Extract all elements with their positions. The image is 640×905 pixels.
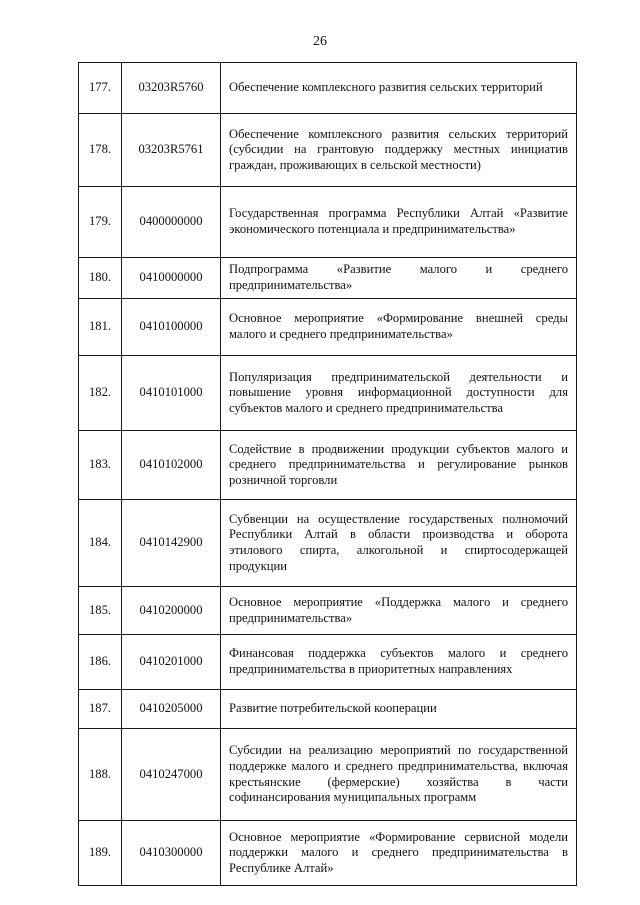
row-number-cell: 182. — [79, 356, 122, 431]
row-number-cell: 177. — [79, 63, 122, 114]
description-cell: Субсидии на реализацию мероприятий по государственной поддержке малого и среднего предпринимательства, включая крестьянские (фермерские) хозяйства в части софинансирования муниципальных программ — [221, 729, 577, 821]
description-cell: Субвенции на осуществление государственых полномочий Республики Алтай в области производства и оборота этилового спирта, алкогольной и спиртосодержащей продукции — [221, 500, 577, 587]
row-number-cell: 188. — [79, 729, 122, 821]
code-cell: 0410142900 — [122, 500, 221, 587]
row-number-cell: 179. — [79, 187, 122, 258]
table-row — [79, 635, 577, 690]
table-row — [79, 690, 577, 729]
description-cell: Обеспечение комплексного развития сельских территорий (субсидии на грантовую поддержку местных инициатив граждан, проживающих в сельской местности) — [221, 114, 577, 187]
table-row — [79, 821, 577, 886]
description-cell: Основное мероприятие «Поддержка малого и среднего предпринимательства» — [221, 587, 577, 635]
table-row — [79, 258, 577, 299]
code-cell: 0410200000 — [122, 587, 221, 635]
description-cell: Основное мероприятие «Формирование сервисной модели поддержки малого и среднего предпринимательства в Республике Алтай» — [221, 821, 577, 886]
code-cell: 0400000000 — [122, 187, 221, 258]
budget-classification-table — [78, 62, 577, 886]
code-cell: 0410247000 — [122, 729, 221, 821]
description-cell: Обеспечение комплексного развития сельских территорий — [221, 63, 577, 114]
table-row — [79, 729, 577, 821]
table-row — [79, 187, 577, 258]
row-number-cell: 189. — [79, 821, 122, 886]
table-row — [79, 63, 577, 114]
row-number-cell: 178. — [79, 114, 122, 187]
page-number: 26 — [313, 34, 327, 49]
description-cell: Финансовая поддержка субъектов малого и среднего предпринимательства в приоритетных направлениях — [221, 635, 577, 690]
description-cell: Государственная программа Республики Алтай «Развитие экономического потенциала и предпринимательства» — [221, 187, 577, 258]
table-row — [79, 356, 577, 431]
code-cell: 0410102000 — [122, 431, 221, 500]
code-cell: 03203R5761 — [122, 114, 221, 187]
row-number-cell: 186. — [79, 635, 122, 690]
description-cell: Содействие в продвижении продукции субъектов малого и среднего предпринимательства и регулирование рынков розничной торговли — [221, 431, 577, 500]
code-cell: 0410000000 — [122, 258, 221, 299]
row-number-cell: 180. — [79, 258, 122, 299]
table-row — [79, 114, 577, 187]
table-row — [79, 299, 577, 356]
code-cell: 0410201000 — [122, 635, 221, 690]
code-cell: 0410205000 — [122, 690, 221, 729]
row-number-cell: 184. — [79, 500, 122, 587]
row-number-cell: 187. — [79, 690, 122, 729]
row-number-cell: 185. — [79, 587, 122, 635]
description-cell: Подпрограмма «Развитие малого и среднего предпринимательства» — [221, 258, 577, 299]
description-cell: Основное мероприятие «Формирование внешней среды малого и среднего предпринимательства» — [221, 299, 577, 356]
code-cell: 0410101000 — [122, 356, 221, 431]
description-cell: Развитие потребительской кооперации — [221, 690, 577, 729]
row-number-cell: 181. — [79, 299, 122, 356]
code-cell: 03203R5760 — [122, 63, 221, 114]
table-row — [79, 587, 577, 635]
description-cell: Популяризация предпринимательской деятельности и повышение уровня информационной доступности для субъектов малого и среднего предпринимательства — [221, 356, 577, 431]
table-row — [79, 500, 577, 587]
code-cell: 0410300000 — [122, 821, 221, 886]
table-row — [79, 431, 577, 500]
row-number-cell: 183. — [79, 431, 122, 500]
code-cell: 0410100000 — [122, 299, 221, 356]
